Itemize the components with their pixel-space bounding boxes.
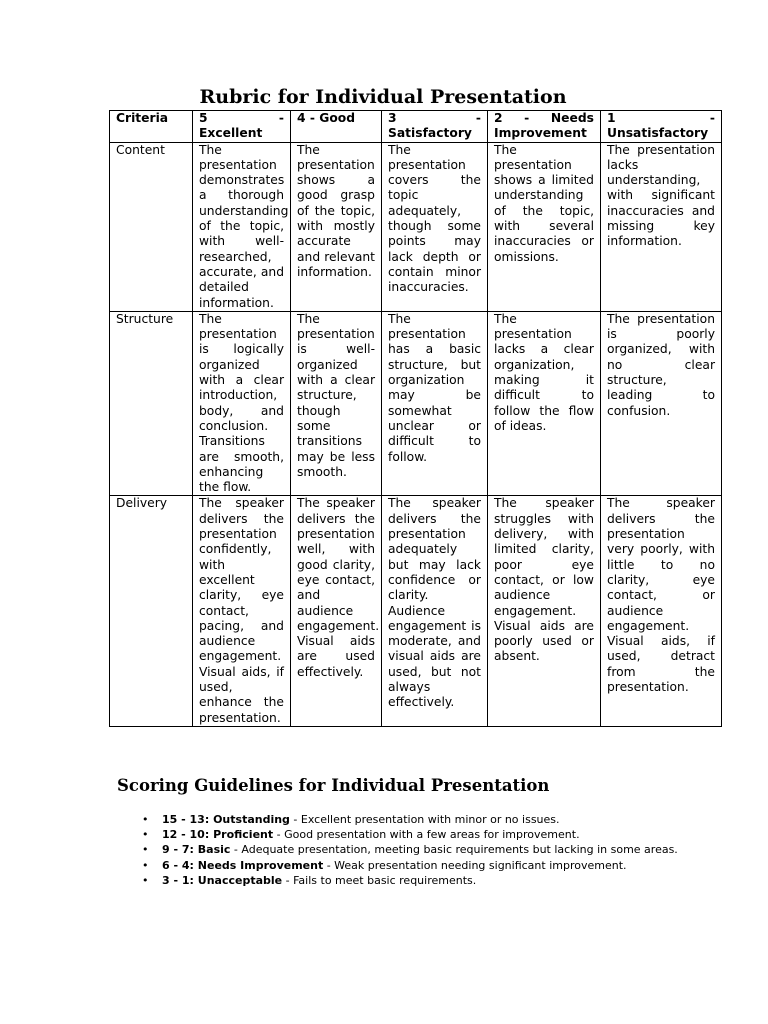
table-cell: The speaker delivers the presentation confidently, with excellent clarity, eye contact, pacing, and audience engagement. Visual aids, if used, enhance the presentation. bbox=[193, 496, 291, 726]
table-row bbox=[110, 311, 722, 496]
table-cell: The presentation has a basic structure, but organization may be somewhat unclear or difficult to follow. bbox=[382, 311, 488, 496]
table-cell: The speaker delivers the presentation well, with good clarity, eye contact, and audience engagement. Visual aids are used effectively. bbox=[291, 496, 382, 726]
table-cell: The presentation is logically organized with a clear introduction, body, and conclusion. Transitions are smooth, enhancing the flow. bbox=[193, 311, 291, 496]
score-colon: : bbox=[204, 813, 214, 826]
header-unsatisfactory: 1 - Unsatisfactory bbox=[601, 111, 722, 143]
score-description: - Excellent presentation with minor or no issues. bbox=[289, 813, 560, 826]
score-range: 12 - 10 bbox=[162, 828, 205, 842]
score-label: Outstanding bbox=[213, 813, 290, 826]
document-title-text: Rubric for Individual Presentation bbox=[199, 86, 567, 108]
document-title bbox=[0, 86, 768, 108]
guidelines-title: Scoring Guidelines for Individual Presentation bbox=[117, 776, 550, 795]
score-colon: : bbox=[189, 858, 198, 872]
table-cell: The presentation shows a good grasp of the topic, with mostly accurate and relevant information. bbox=[291, 142, 382, 311]
header-satisfactory: 3 - Satisfactory bbox=[382, 111, 488, 143]
table-cell: The presentation lacks understanding, with significant inaccuracies and missing key information. bbox=[601, 142, 722, 311]
criterion-structure: Structure bbox=[110, 311, 193, 496]
table-row bbox=[110, 496, 722, 726]
rubric-table bbox=[109, 110, 722, 727]
score-description: - Adequate presentation, meeting basic requirements but lacking in some areas. bbox=[230, 843, 678, 857]
table-cell: The presentation covers the topic adequately, though some points may lack depth or contain minor inaccuracies. bbox=[382, 142, 488, 311]
list-item bbox=[142, 842, 678, 857]
header-excellent: 5 - Excellent bbox=[193, 111, 291, 143]
table-cell: The presentation demonstrates a thorough understanding of the topic, with well-researched, accurate, and detailed information. bbox=[193, 142, 291, 311]
score-label: Needs Improvement bbox=[197, 858, 324, 872]
score-range: 9 - 7 bbox=[162, 843, 190, 857]
score-colon: : bbox=[189, 873, 198, 887]
guidelines-list bbox=[142, 812, 678, 888]
table-cell: The presentation is well-organized with a clear structure, though some transitions may be less smooth. bbox=[291, 311, 382, 496]
rubric-header-row bbox=[110, 111, 722, 143]
list-item bbox=[142, 858, 678, 873]
score-range: 15 - 13 bbox=[162, 813, 205, 826]
list-item bbox=[142, 812, 678, 827]
score-description: - Fails to meet basic requirements. bbox=[282, 873, 477, 887]
criterion-delivery: Delivery bbox=[110, 496, 193, 726]
score-range: 3 - 1 bbox=[162, 873, 190, 887]
header-criteria: Criteria bbox=[110, 111, 193, 143]
table-cell: The speaker delivers the presentation adequately but may lack confidence or clarity. Audience engagement is moderate, and visual aids are used, but not always effectively. bbox=[382, 496, 488, 726]
score-label: Proficient bbox=[213, 828, 274, 842]
table-cell: The presentation is poorly organized, with no clear structure, leading to confusion. bbox=[601, 311, 722, 496]
list-item bbox=[142, 827, 678, 842]
score-label: Unacceptable bbox=[197, 873, 283, 887]
criterion-content: Content bbox=[110, 142, 193, 311]
table-cell: The presentation lacks a clear organization, making it difficult to follow the flow of ideas. bbox=[488, 311, 601, 496]
score-colon: : bbox=[189, 843, 198, 857]
score-description: - Weak presentation needing significant improvement. bbox=[323, 858, 627, 872]
table-cell: The presentation shows a limited understanding of the topic, with several inaccuracies or omissions. bbox=[488, 142, 601, 311]
score-colon: : bbox=[204, 828, 214, 842]
list-item bbox=[142, 873, 678, 888]
score-description: - Good presentation with a few areas for improvement. bbox=[273, 828, 580, 842]
table-cell: The speaker delivers the presentation very poorly, with little to no clarity, eye contact, or audience engagement. Visual aids, if used, detract from the presentation. bbox=[601, 496, 722, 726]
table-row bbox=[110, 142, 722, 311]
header-needs-improvement: 2 - Needs Improvement bbox=[488, 111, 601, 143]
score-label: Basic bbox=[197, 843, 231, 857]
table-cell: The speaker struggles with delivery, with limited clarity, poor eye contact, or low audience engagement. Visual aids are poorly used or absent. bbox=[488, 496, 601, 726]
header-good: 4 - Good bbox=[291, 111, 382, 143]
score-range: 6 - 4 bbox=[162, 858, 190, 872]
